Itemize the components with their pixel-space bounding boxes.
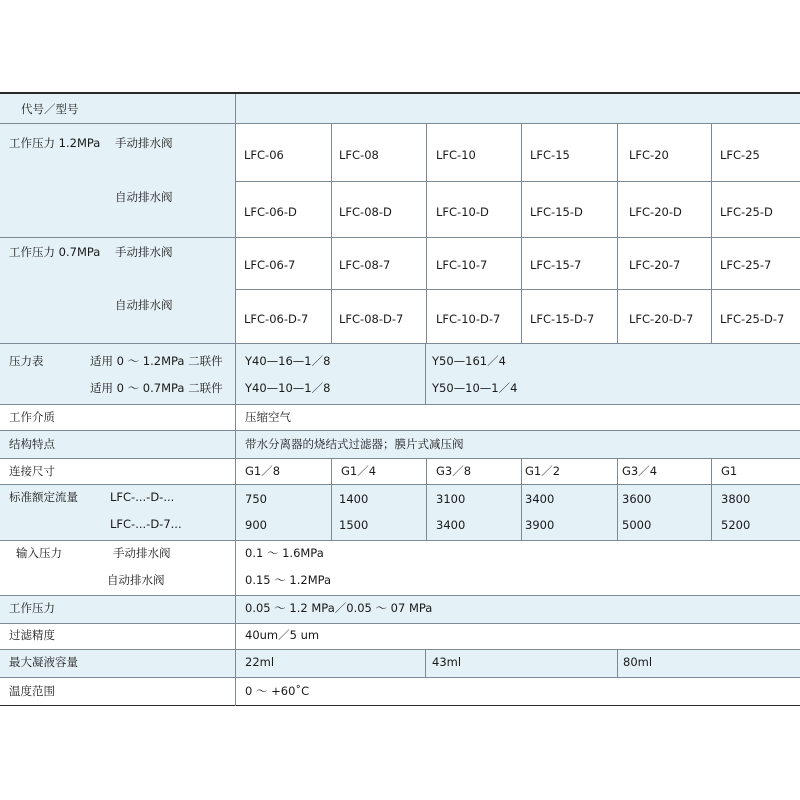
model-cell: LFC-15-D-7 [530,312,595,326]
temperature-label: 温度范围 [9,684,55,698]
model-cell: LFC-08-D-7 [339,312,404,326]
model-cell: LFC-10-7 [436,258,488,272]
model-cell: LFC-15-D [530,205,583,219]
gauge-label: 压力表 [9,354,44,368]
flow-cell: 3800 [721,492,751,506]
model-cell: LFC-20-D [629,205,682,219]
model-cell: LFC-08-D [339,205,392,219]
drain-type-label: 自动排水阀 [115,298,173,312]
condensate-label: 最大凝液容量 [9,655,78,669]
connection-cell: G3／8 [436,464,472,478]
model-cell: LFC-25-7 [720,258,772,272]
model-cell: LFC-20-7 [629,258,681,272]
gauge-row-label: 适用 0 ～ 0.7MPa 二联件 [90,381,223,395]
condensate-cell: 22ml [245,655,275,669]
connection-cell: G1／8 [245,464,281,478]
header-label: 代号／型号 [21,102,79,116]
gauge-model: Y40—10—1／8 [245,381,331,395]
drain-type-label: 手动排水阀 [115,245,173,259]
input-pressure-value: 0.1 ～ 1.6MPa [245,546,324,560]
flow-cell: 3600 [622,492,652,506]
flow-row-label: LFC-...-D-7... [110,517,182,531]
medium-value: 压缩空气 [245,410,291,424]
model-cell: LFC-06-7 [244,258,296,272]
working-pressure-label: 工作压力 [9,601,55,615]
model-cell: LFC-25 [720,148,760,162]
temperature-value: 0 ～ +60˚C [245,684,310,698]
flow-cell: 3400 [436,518,466,532]
model-cell: LFC-10-D [436,205,489,219]
model-cell: LFC-15 [530,148,570,162]
input-pressure-row-label: 自动排水阀 [107,573,165,587]
flow-row-label: LFC-...-D-... [110,490,175,504]
model-cell: LFC-08-7 [339,258,391,272]
model-cell: LFC-25-D-7 [720,312,785,326]
gauge-row-label: 适用 0 ～ 1.2MPa 二联件 [90,354,223,368]
connection-cell: G1／4 [341,464,377,478]
gauge-model: Y40—16—1／8 [245,354,331,368]
connection-label: 连接尺寸 [9,464,55,478]
model-cell: LFC-06-D [244,205,297,219]
flow-cell: 3900 [525,518,555,532]
model-cell: LFC-15-7 [530,258,582,272]
pressure-group-label: 工作压力 1.2MPa [9,136,101,150]
connection-cell: G3／4 [622,464,658,478]
flow-cell: 1500 [339,518,369,532]
flow-cell: 3400 [525,492,555,506]
structure-value: 带水分离器的烧结式过滤器；膜片式减压阀 [245,437,464,451]
connection-cell: G1／2 [525,464,561,478]
working-pressure-value: 0.05 ～ 1.2 MPa／0.05 ～ 07 MPa [245,601,433,615]
flow-cell: 900 [245,518,267,532]
gauge-model: Y50—161／4 [432,354,506,368]
model-cell: LFC-06 [244,148,284,162]
input-pressure-row-label: 手动排水阀 [113,546,171,560]
condensate-cell: 80ml [623,655,653,669]
medium-label: 工作介质 [9,410,55,424]
top-rule [0,92,800,94]
flow-cell: 3100 [436,492,466,506]
model-cell: LFC-10-D-7 [436,312,501,326]
model-cell: LFC-06-D-7 [244,312,309,326]
gauge-model: Y50—10—1／4 [432,381,518,395]
model-cell: LFC-20 [629,148,669,162]
model-cell: LFC-08 [339,148,379,162]
input-pressure-label: 输入压力 [16,546,62,560]
condensate-cell: 43ml [432,655,462,669]
filtration-value: 40um／5 um [245,628,320,642]
bottom-rule [0,705,800,706]
model-cell: LFC-25-D [720,205,773,219]
filtration-label: 过滤精度 [9,628,55,642]
input-pressure-value: 0.15 ～ 1.2MPa [245,573,332,587]
flow-label: 标准额定流量 [9,490,78,504]
flow-cell: 5200 [721,518,751,532]
structure-label: 结构特点 [9,437,55,451]
drain-type-label: 手动排水阀 [115,136,173,150]
connection-cell: G1 [721,464,738,478]
drain-type-label: 自动排水阀 [115,190,173,204]
flow-cell: 750 [245,492,267,506]
model-cell: LFC-10 [436,148,476,162]
pressure-group-label: 工作压力 0.7MPa [9,245,101,259]
flow-cell: 5000 [622,518,652,532]
flow-cell: 1400 [339,492,369,506]
model-cell: LFC-20-D-7 [629,312,694,326]
